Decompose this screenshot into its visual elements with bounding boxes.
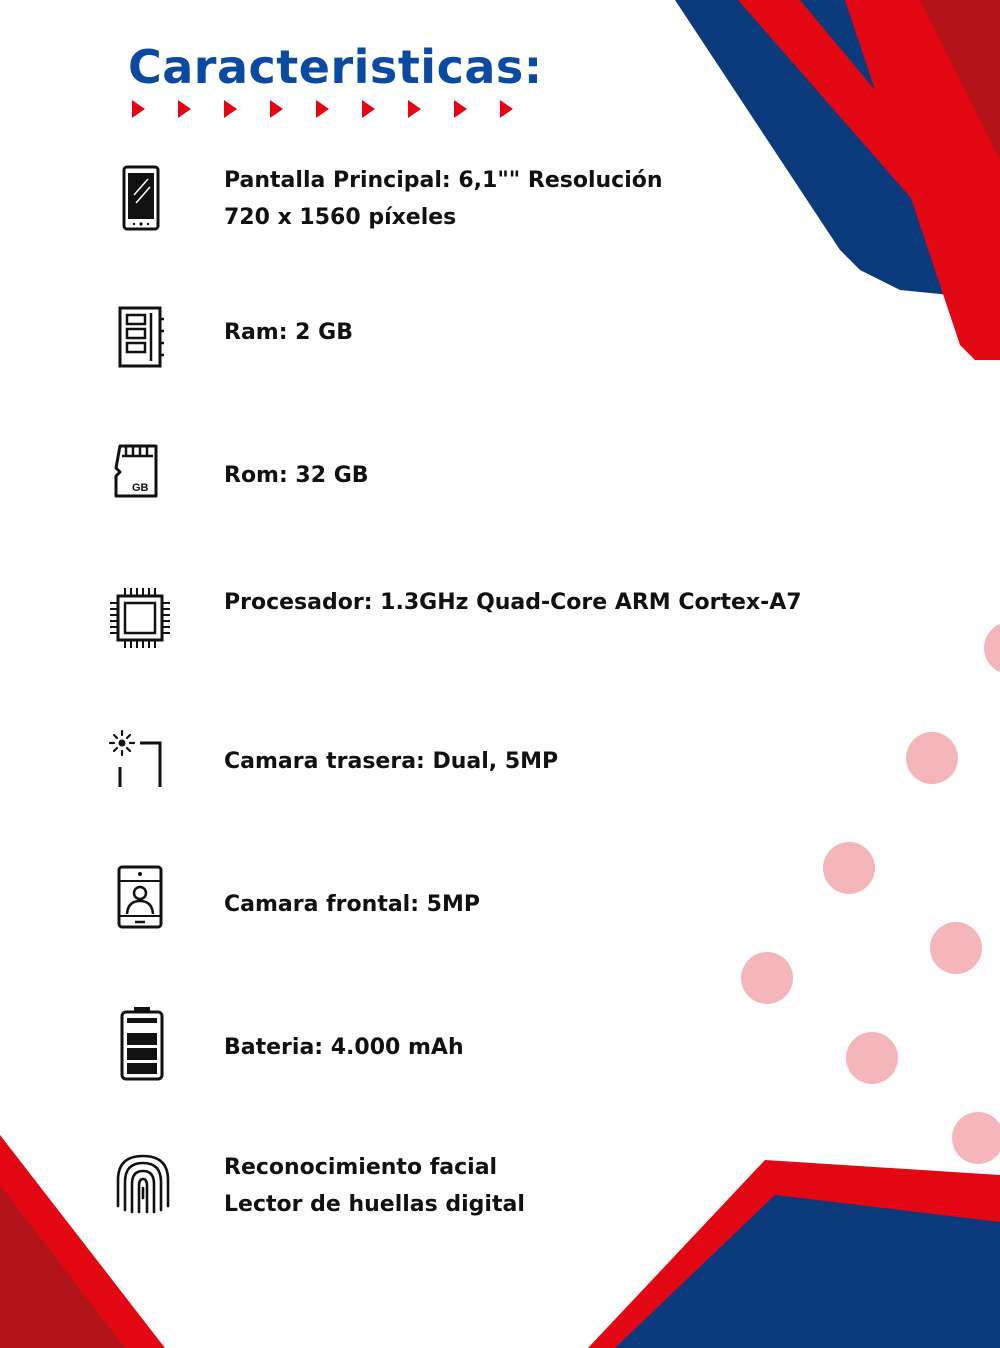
svg-text:GB: GB — [132, 482, 149, 494]
feature-rear-camera-label: Camara trasera: Dual, 5MP — [224, 749, 559, 774]
arrow-icon — [178, 100, 191, 118]
feature-biometrics-line-2: Lector de huellas digital — [224, 1192, 525, 1217]
pink-dot — [952, 1112, 1000, 1164]
pink-dot — [823, 842, 875, 894]
front-camera-icon — [106, 864, 176, 934]
fingerprint-icon — [106, 1150, 176, 1220]
feature-front-camera-label: Camara frontal: 5MP — [224, 892, 480, 917]
feature-biometrics-line-1: Reconocimiento facial — [224, 1155, 498, 1180]
smartphone-icon — [106, 165, 176, 235]
pink-dot — [984, 622, 1000, 674]
arrow-divider — [132, 100, 546, 118]
pink-dot — [846, 1032, 898, 1084]
page-title: Caracteristicas: — [128, 40, 543, 94]
arrow-icon — [408, 100, 421, 118]
feature-screen-line-1: Pantalla Principal: 6,1"" Resolución — [224, 168, 663, 193]
sd-card-icon — [106, 440, 176, 510]
feature-battery-label: Bateria: 4.000 mAh — [224, 1035, 464, 1060]
feature-ram-label: Ram: 2 GB — [224, 320, 353, 345]
arrow-icon — [270, 100, 283, 118]
arrow-icon — [316, 100, 329, 118]
processor-chip-icon — [106, 584, 176, 654]
ram-icon — [106, 305, 176, 375]
pink-dot — [906, 732, 958, 784]
arrow-icon — [224, 100, 237, 118]
pink-dot — [930, 922, 982, 974]
pink-dot — [741, 952, 793, 1004]
rear-camera-icon — [106, 727, 176, 797]
feature-screen-line-2: 720 x 1560 píxeles — [224, 205, 457, 230]
arrow-icon — [132, 100, 145, 118]
battery-icon — [106, 1005, 176, 1083]
arrow-icon — [454, 100, 467, 118]
feature-rom-label: Rom: 32 GB — [224, 463, 369, 488]
arrow-icon — [500, 100, 513, 118]
feature-processor-label: Procesador: 1.3GHz Quad-Core ARM Cortex-A7 — [224, 590, 802, 615]
arrow-icon — [362, 100, 375, 118]
